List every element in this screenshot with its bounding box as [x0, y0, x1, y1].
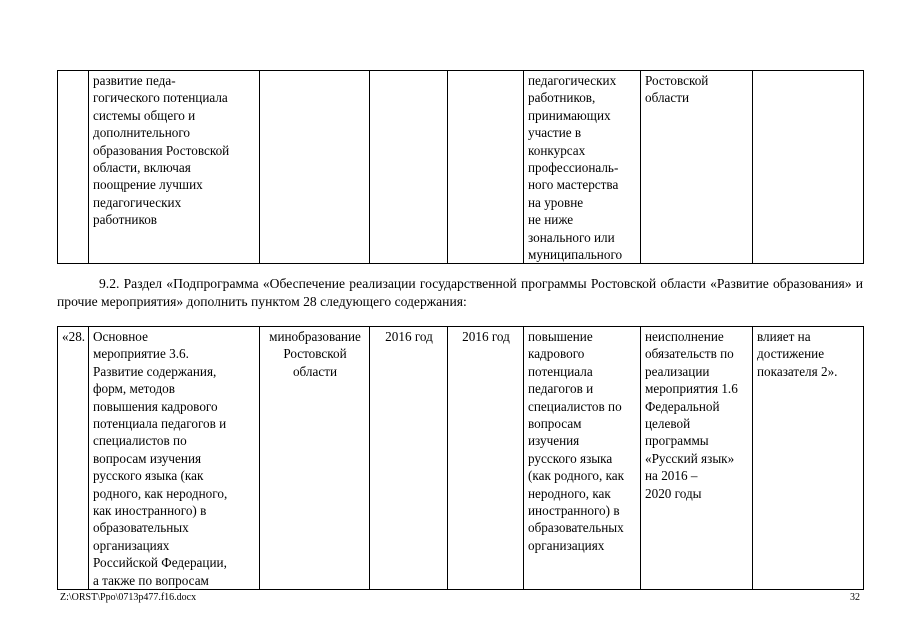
table-cell-start	[370, 71, 448, 264]
table-cell-number: «28.	[58, 327, 89, 590]
table-cell-start: 2016 год	[370, 327, 448, 590]
table-cell-event: развитие педа- гогического потенциала системы общего и дополнительного образования Ростовской области, включая поощрение лучших педагогических работников	[89, 71, 260, 264]
table-fragment-bottom	[57, 326, 864, 590]
table-cell-executor: минобразование Ростовской области	[260, 327, 370, 590]
table-cell-event: Основное мероприятие 3.6. Развитие содержания, форм, методов повышения кадрового потенциала педагогов и специалистов по вопросам изучения русского языка (как родного, как неродного, как иностранного) в образовательных организациях Российской Федерации, а также по вопросам	[89, 327, 260, 590]
footer-file-path: Z:\ORST\Ppo\0713p477.f16.docx	[60, 592, 197, 603]
table-fragment-top	[57, 70, 864, 264]
table-cell-result: повышение кадрового потенциала педагогов и специалистов по вопросам изучения русского языка (как родного, как неродного, как иностранного) в образовательных организациях	[524, 327, 641, 590]
body-paragraph: 9.2. Раздел «Подпрограмма «Обеспечение реализации государственной программы Ростовской области «Развитие образования» и прочие мероприятия» дополнить пунктом 28 следующего содержания:	[57, 276, 863, 309]
table-cell-result: педагогических работников, принимающих участие в конкурсах профессиональ- ного мастерства на уровне не ниже зонального или муниципального	[524, 71, 641, 264]
page-number: 32	[850, 592, 860, 603]
table-cell-consequences: неисполнение обязательств по реализации мероприятия 1.6 Федеральной целевой программы «Русский язык» на 2016 – 2020 годы	[641, 327, 753, 590]
table-cell-end	[448, 71, 524, 264]
table-cell-executor	[260, 71, 370, 264]
table-row	[58, 71, 864, 264]
table-cell-end: 2016 год	[448, 327, 524, 590]
table-cell-number	[58, 71, 89, 264]
table-row	[58, 327, 864, 590]
table-cell-indicator-link: влияет на достижение показателя 2».	[753, 327, 864, 590]
table-cell-consequences: Ростовской области	[641, 71, 753, 264]
table-cell-indicator-link	[753, 71, 864, 264]
